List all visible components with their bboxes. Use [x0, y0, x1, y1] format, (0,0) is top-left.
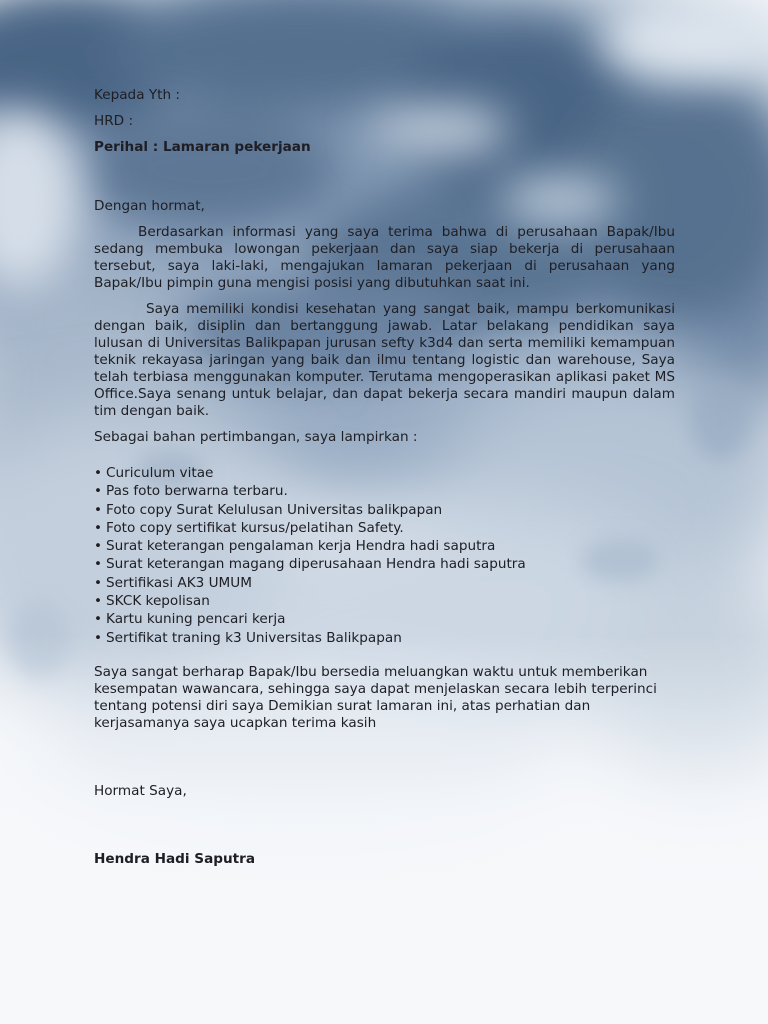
bullet-icon: •	[94, 593, 103, 610]
bullet-icon: •	[94, 501, 103, 518]
list-item: • Sertifikat traning k3 Universitas Balikpapan	[94, 629, 402, 646]
list-item: • Kartu kuning pencari kerja	[94, 611, 286, 628]
paragraph-qualifications: Saya memiliki kondisi kesehatan yang sangat baik, mampu berkomunikasi dengan baik, disiplin dan bertanggung jawab. Latar belakang pendidikan saya lulusan di Universitas Balikpapan jurusan sefty k3d4 dan serta memiliki kemampuan teknik rekayasa jaringan yang baik dan ilmu tentang logistic dan warehouse, Saya telah terbiasa menggunakan komputer. Terutama mengoperasikan aplikasi paket MS Office.Saya senang untuk belajar, dan dapat bekerja secara mandiri maupun dalam tim dengan baik.	[94, 301, 675, 419]
list-item: • Curiculum vitae	[94, 465, 214, 481]
letter-subject: Perihal : Lamaran pekerjaan	[94, 139, 311, 155]
list-item: • Surat keterangan magang diperusahaan Hendra hadi saputra	[94, 556, 526, 573]
hrd-line: HRD :	[94, 113, 134, 129]
bullet-icon: •	[94, 611, 103, 628]
sign-off: Hormat Saya,	[94, 782, 187, 799]
bullet-icon: •	[94, 519, 103, 536]
signature-name: Hendra Hadi Saputra	[94, 850, 256, 867]
bullet-icon: •	[94, 483, 103, 500]
attachments-intro: Sebagai bahan pertimbangan, saya lampirkan :	[94, 429, 418, 445]
greeting: Dengan hormat,	[94, 198, 205, 214]
closing-paragraph: Saya sangat berharap Bapak/Ibu bersedia meluangkan waktu untuk memberikan kesempatan wawancara, sehingga saya dapat menjelaskan secara lebih terperinci tentang potensi diri saya Demikian surat lamaran ini, atas perhatian dan kerjasamanya saya ucapkan terima kasih	[94, 663, 657, 731]
list-item: • Foto copy sertifikat kursus/pelatihan Safety.	[94, 519, 404, 536]
bullet-icon: •	[94, 574, 103, 591]
bullet-icon: •	[94, 538, 103, 555]
recipient-line: Kepada Yth :	[94, 87, 180, 103]
list-item: • SKCK kepolisan	[94, 593, 210, 610]
attachments-list	[94, 464, 675, 647]
bullet-icon: •	[94, 629, 103, 646]
list-item: • Sertifikasi AK3 UMUM	[94, 574, 252, 591]
paragraph-intro: Berdasarkan informasi yang saya terima bahwa di perusahaan Bapak/Ibu sedang membuka lowongan pekerjaan dan saya siap bekerja di perusahaan tersebut, saya laki-laki, mengajukan lamaran pekerjaan di perusahaan yang Bapak/Ibu pimpin guna mengisi posisi yang dibutuhkan saat ini.	[94, 224, 675, 291]
bullet-icon: •	[94, 556, 103, 573]
list-item: • Pas foto berwarna terbaru.	[94, 483, 288, 500]
list-item: • Foto copy Surat Kelulusan Universitas balikpapan	[94, 501, 443, 518]
list-item: • Surat keterangan pengalaman kerja Hendra hadi saputra	[94, 538, 496, 555]
bullet-icon: •	[94, 465, 103, 481]
letter-body	[94, 87, 675, 868]
